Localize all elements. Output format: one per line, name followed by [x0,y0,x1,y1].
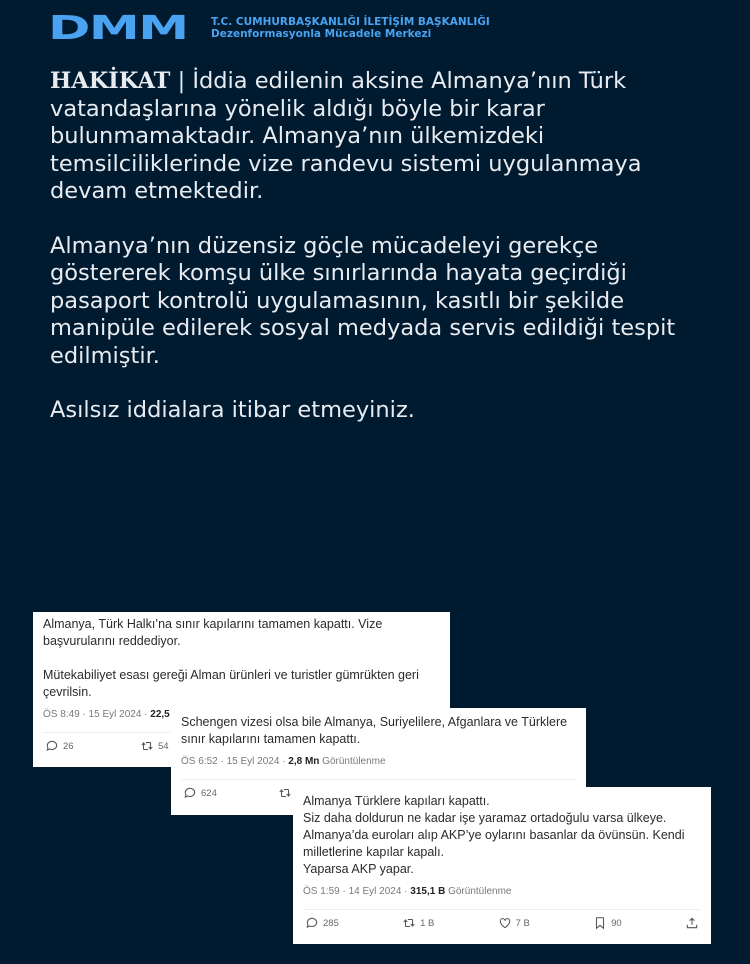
tweet-meta: ÖS 1:59 · 14 Eyl 2024 · 315,1 B Görüntülenme [303,886,512,897]
retweet-button[interactable]: 1 B [402,916,434,930]
bookmark-icon [593,916,607,930]
fact-paragraph-1: İddia edilenin aksine Almanya’nın Türk vatandaşlarına yönelik aldığı böyle bir karar bulunmamaktadır. Almanya’nın ülkemizdeki temsilciliklerinde vize randevu sistemi uygulanmaya devam etmektedir. [50,68,642,204]
reply-button[interactable]: 624 [183,786,278,800]
reply-button[interactable]: 26 [45,739,140,753]
dmm-logo: DMM [48,8,188,47]
reply-button[interactable]: 285 [305,916,339,930]
retweet-button[interactable]: 54 [140,739,169,753]
org-line-2: Dezenformasyonla Mücadele Merkezi [211,28,432,40]
like-button[interactable]: 7 B [498,916,530,930]
retweet-icon [140,739,154,753]
title-separator: | [170,68,193,94]
fact-check-text [50,68,690,452]
tweet-card-3 [293,787,711,944]
retweet-icon [402,916,416,930]
tweet-line: Siz daha doldurun ne kadar işe yaramaz ortadoğulu varsa ülkeye. [303,811,667,825]
org-line-1: T.C. CUMHURBAŞKANLIĞI İLETİŞİM BAŞKANLIĞI [211,16,490,28]
share-button[interactable] [685,916,699,930]
tweet-line: Almanya’da euroları alıp AKP’ye oylarını basanlar da övünsün. Kendi milletlerine kapılar kapalı. [303,828,685,859]
fact-title: HAKİKAT [50,68,171,94]
tweet-meta: ÖS 6:52 · 15 Eyl 2024 · 2,8 Mn Görüntülenme [181,756,386,767]
tweet-text: Almanya, Türk Halkı’na sınır kapılarını tamamen kapattı. Vize başvurularını reddediyor. [43,617,383,648]
tweet-text: Schengen vizesi olsa bile Almanya, Suriyelilere, Afganlara ve Türklere sınır kapılarını tamamen kapattı. [181,715,568,746]
header [48,8,490,47]
fact-paragraph-3: Asılsız iddialara itibar etmeyiniz. [50,397,415,423]
share-icon [685,916,699,930]
tweet-meta: ÖS 8:49 · 15 Eyl 2024 · 22,5 [43,709,170,720]
reply-icon [305,916,319,930]
tweet-line: Almanya Türklere kapıları kapattı. [303,794,490,808]
tweet-text: Mütekabiliyet esası gereği Alman ürünleri ve turistler gümrükten geri çevrilsin. [43,668,419,699]
retweet-icon [278,786,292,800]
tweet-line: Yaparsa AKP yapar. [303,862,414,876]
fact-paragraph-2: Almanya’nın düzensiz göçle mücadeleyi gerekçe göstererek komşu ülke sınırlarında hayata geçirdiği pasaport kontrolü uygulamasının, kasıtlı bir şekilde manipüle edilerek sosyal medyada servis edildiği tespit edilmiştir. [50,232,676,369]
reply-icon [183,786,197,800]
retweet-button[interactable] [278,786,292,800]
heart-icon [498,916,512,930]
reply-icon [45,739,59,753]
bookmark-button[interactable]: 90 [593,916,622,930]
